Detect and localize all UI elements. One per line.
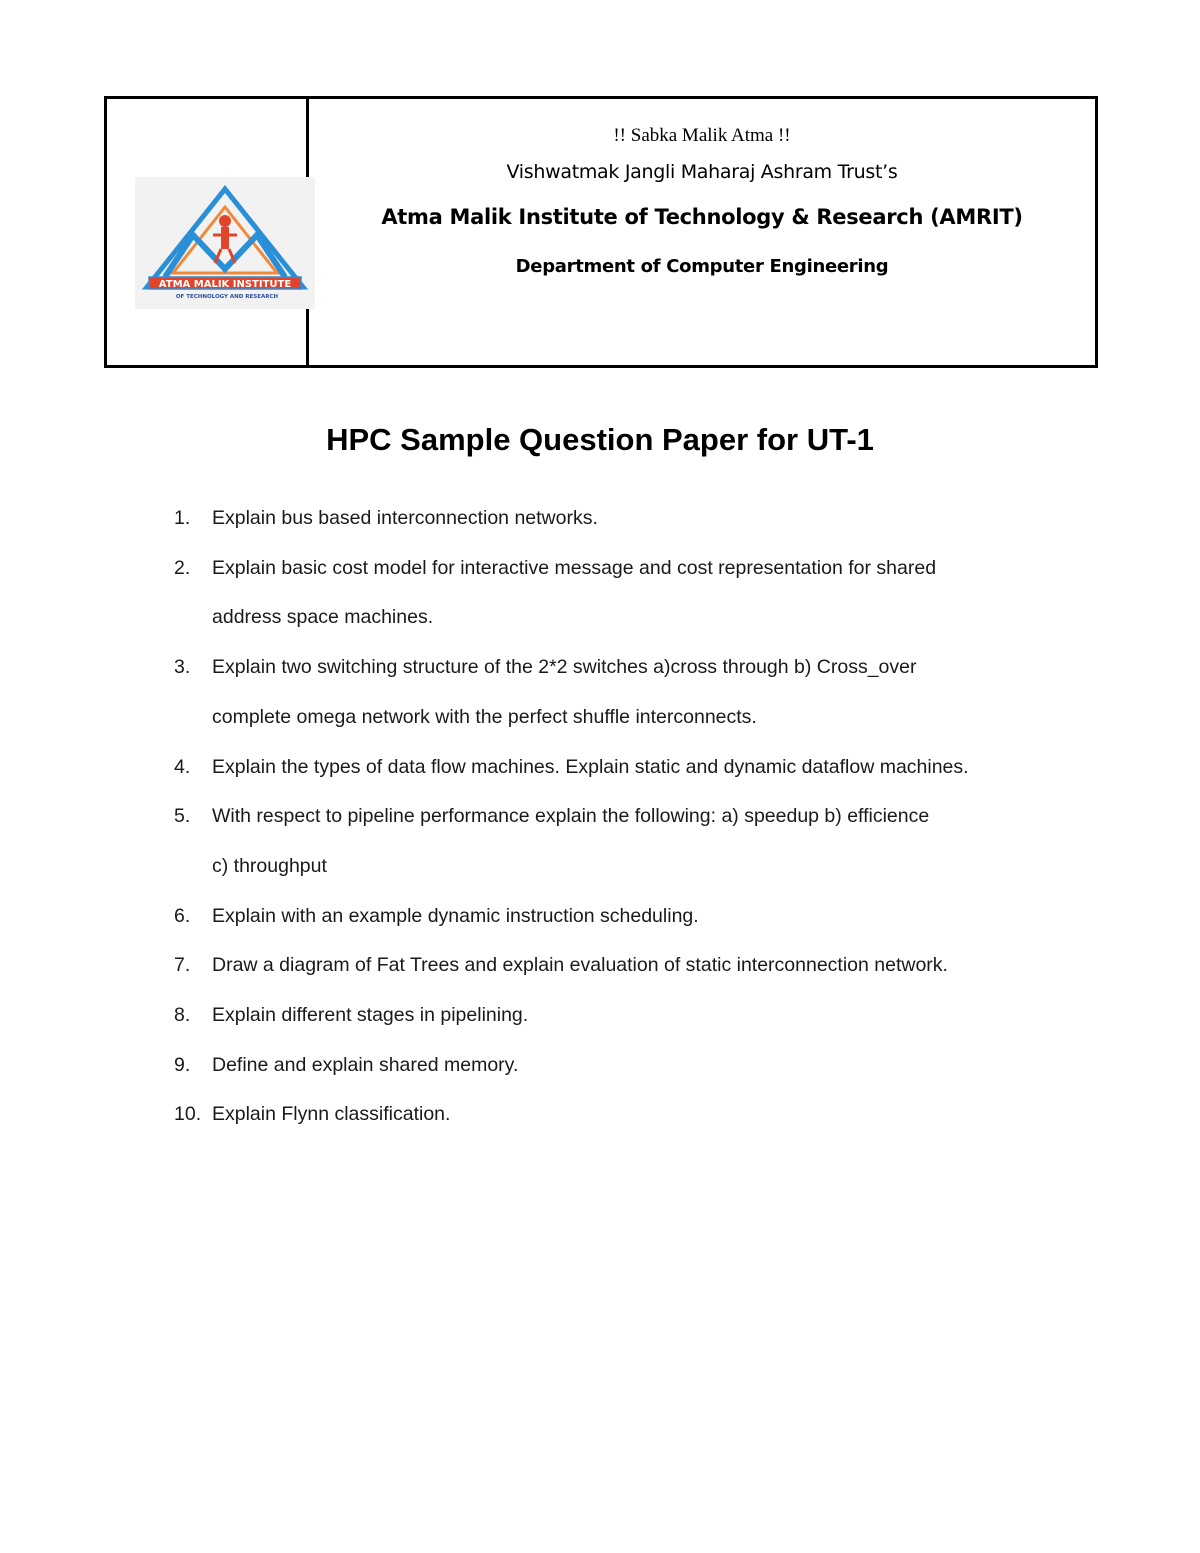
question-number: 4. <box>174 755 191 778</box>
question-number: 6. <box>174 904 191 927</box>
paper-title: HPC Sample Question Paper for UT-1 <box>326 422 874 457</box>
question-number: 3. <box>174 656 191 679</box>
question-number: 2. <box>174 556 191 579</box>
question-number: 10. <box>174 1103 202 1126</box>
department-name: Department of Computer Engineering <box>515 256 889 277</box>
trust-name: Vishwatmak Jangli Maharaj Ashram Trust’s <box>506 161 898 183</box>
question-item <box>174 892 1074 942</box>
question-number: 9. <box>174 1053 191 1076</box>
question-number: 1. <box>174 507 191 529</box>
question-item <box>174 1090 1074 1140</box>
logo-text-line1: ATMA MALIK INSTITUTE <box>158 279 292 290</box>
question-item <box>174 643 1074 742</box>
question-item <box>174 743 1074 793</box>
question-text: Explain basic cost model for interactive message and cost representation for shared address space machines. <box>212 556 937 629</box>
question-number: 7. <box>174 954 191 977</box>
question-text: With respect to pipeline performance explain the following: a) speedup b) efficience c) throughput <box>212 805 930 877</box>
logo-cell <box>107 99 309 365</box>
question-text: Explain different stages in pipelining. <box>212 1004 529 1027</box>
question-text: Explain two switching structure of the 2*2 switches a)cross through b) Cross_over complete omega network with the perfect shuffle interconnects. <box>212 656 917 728</box>
question-text: Explain the types of data flow machines. Explain static and dynamic dataflow machines. <box>212 755 969 778</box>
institute-logo <box>135 177 315 309</box>
logo-text-line2: OF TECHNOLOGY AND RESEARCH <box>175 294 279 300</box>
question-item <box>174 941 1074 991</box>
institute-name: Atma Malik Institute of Technology & Research (AMRIT) <box>381 205 1023 229</box>
motto-text: !! Sabka Malik Atma !! <box>613 125 791 146</box>
question-item <box>174 494 1074 544</box>
question-text: Explain Flynn classification. <box>212 1103 451 1126</box>
question-list <box>174 494 1074 1140</box>
question-item <box>174 544 1074 643</box>
question-item <box>174 792 1074 891</box>
question-text: Explain bus based interconnection networks. <box>212 507 598 529</box>
question-text: Explain with an example dynamic instruction scheduling. <box>212 904 699 927</box>
question-item <box>174 991 1074 1041</box>
question-text: Draw a diagram of Fat Trees and explain evaluation of static interconnection network. <box>212 954 948 977</box>
question-text: Define and explain shared memory. <box>212 1053 519 1076</box>
question-number: 8. <box>174 1004 191 1027</box>
question-item <box>174 1041 1074 1091</box>
title-cell <box>309 99 1095 365</box>
question-number: 5. <box>174 805 191 828</box>
header-table <box>104 96 1098 368</box>
